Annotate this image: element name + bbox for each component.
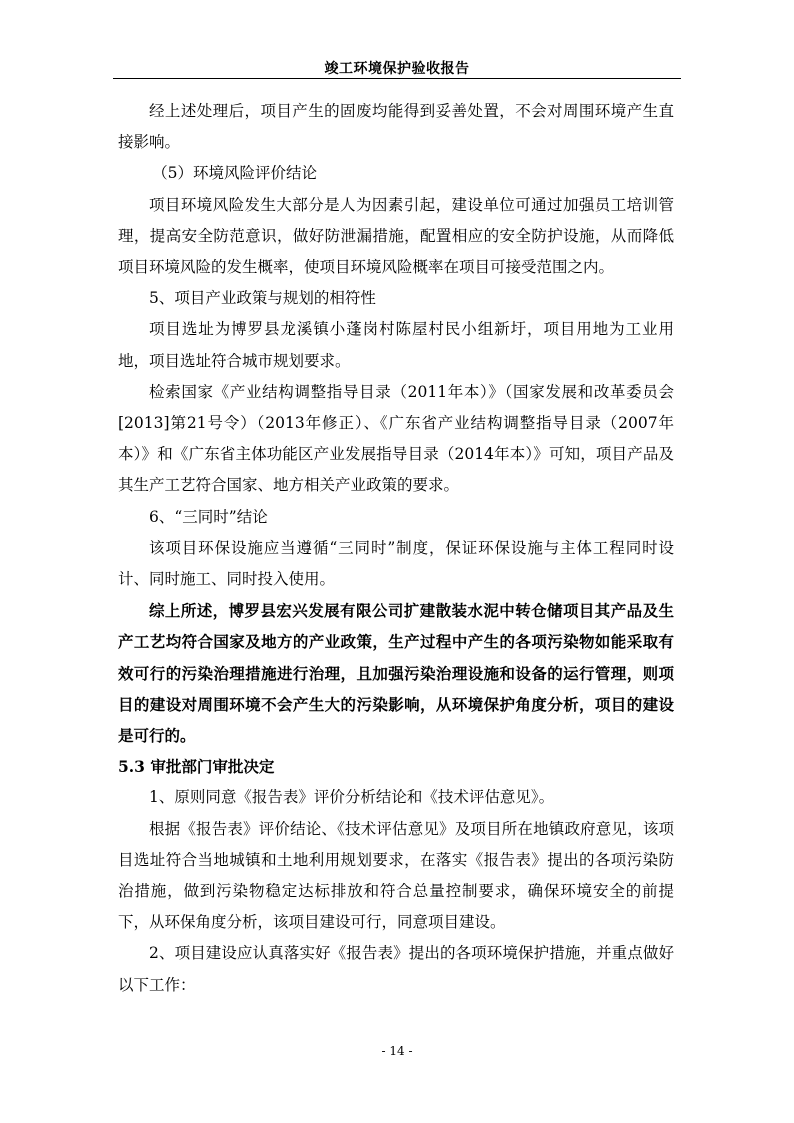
- document-body: [118, 96, 674, 1001]
- paragraph: 该项目环保设施应当遵循“三同时”制度，保证环保设施与主体工程同时设计、同时施工、同时投入使用。: [118, 538, 674, 589]
- paragraph: 检索国家《产业结构调整指导目录（2011年本）》（国家发展和改革委员会[2013]第21号令）（2013年修正）、《广东省产业结构调整指导目录（2007年本）》和《广东省主体功能区产业发展指导目录（2014年本）》可知，项目产品及其生产工艺符合国家、地方相关产业政策的要求。: [118, 382, 674, 495]
- paragraph: 项目选址为博罗县龙溪镇小蓬岗村陈屋村民小组新圩，项目用地为工业用地，项目选址符合城市规划要求。: [118, 320, 674, 370]
- page-header-title: 竣工环境保护验收报告: [324, 61, 470, 77]
- paragraph: 6、“三同时”结论: [149, 507, 268, 526]
- paragraph: 根据《报告表》评价结论、《技术评估意见》及项目所在地镇政府意见，该项目选址符合当地城镇和土地利用规划要求，在落实《报告表》提出的各项污染防治措施，做到污染物稳定达标排放和符合总量控制要求，确保环境安全的前提下，从环保角度分析，该项目建设可行，同意项目建设。: [118, 819, 674, 932]
- paragraph: 项目环境风险发生大部分是人为因素引起，建设单位可通过加强员工培训管理，提高安全防范意识，做好防泄漏措施，配置相应的安全防护设施，从而降低项目环境风险的发生概率，使项目环境风险概率在项目可接受范围之内。: [118, 195, 674, 277]
- paragraph: （5）环境风险评价结论: [152, 164, 317, 183]
- paragraph: 1、原则同意《报告表》评价分析结论和《技术评估意见》。: [149, 788, 555, 807]
- page-number: - 14 -: [381, 1044, 413, 1058]
- paragraph: 2、项目建设应认真落实好《报告表》提出的各项环境保护措施，并重点做好以下工作：: [118, 944, 674, 994]
- conclusion-paragraph: 综上所述，博罗县宏兴发展有限公司扩建散装水泥中转仓储项目其产品及生产工艺均符合国家及地方的产业政策，生产过程中产生的各项污染物如能采取有效可行的污染治理措施进行治理，且加强污染治理设施和设备的运行管理，则项目的建设对周围环境不会产生大的污染影响，从环境保护角度分析，项目的建设是可行的。: [118, 601, 674, 746]
- paragraph: 5、项目产业政策与规划的相符性: [149, 289, 376, 308]
- paragraph: 经上述处理后，项目产生的固废均能得到妥善处置，不会对周围环境产生直接影响。: [118, 102, 674, 152]
- section-heading: 5.3 审批部门审批决定: [118, 757, 275, 777]
- header-divider: [113, 78, 681, 79]
